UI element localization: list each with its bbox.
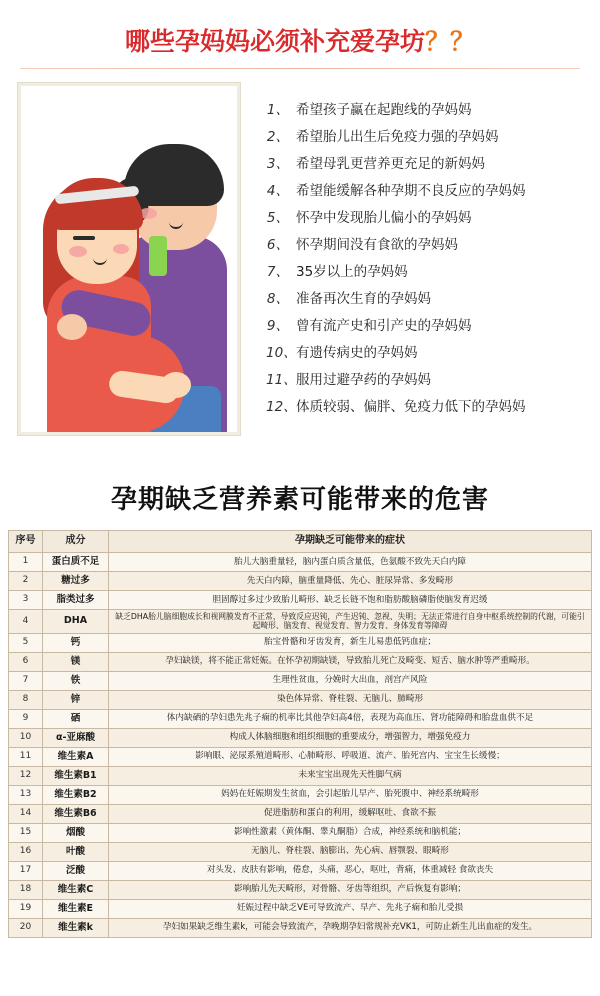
harm-table-wrapper <box>0 530 600 948</box>
cell-symptoms: 未来宝宝出现先天性脚气病 <box>109 766 592 785</box>
cell-component: 钙 <box>43 633 109 652</box>
cell-index: 2 <box>9 572 43 591</box>
reasons-ordered-list <box>266 97 588 421</box>
table-row <box>9 842 592 861</box>
list-item-label: 希望能缓解各种孕期不良反应的孕妈妈 <box>296 183 526 199</box>
cell-symptoms: 影响性激素（黄体酮、睾丸酮脂）合成，神经系统和脑机能； <box>109 823 592 842</box>
table-row <box>9 861 592 880</box>
cell-symptoms: 缺乏DHA胎儿脑细胞成长和视网膜发育不正常，导致反应迟钝，产生迟钝、忽视、失明；无法正常进行自身中枢系统控制的代谢，可能引起畸形、脑发育、视觉发育、智力发育、身体发育等障碍 <box>109 610 592 634</box>
woman-hand-shape <box>161 372 191 398</box>
list-item-label: 怀孕中发现胎儿偏小的孕妈妈 <box>296 210 472 226</box>
list-item-label: 准备再次生育的孕妈妈 <box>296 291 431 307</box>
table-row <box>9 785 592 804</box>
cell-index: 19 <box>9 899 43 918</box>
cell-symptoms: 无脑儿、脊柱裂、脑膨出、先心病、唇颚裂、眼畸形 <box>109 842 592 861</box>
man-eye-shape <box>161 202 185 206</box>
table-row <box>9 553 592 572</box>
cell-component: 硒 <box>43 709 109 728</box>
section-title-harms: 孕期缺乏营养素可能带来的危害 <box>110 485 489 515</box>
cell-symptoms: 孕妇缺镁，将不能正常妊娠。在怀孕初期缺镁，导致胎儿死亡及畸变、短舌、脑水肿等严重畸形。 <box>109 652 592 671</box>
cell-component: 蛋白质不足 <box>43 553 109 572</box>
page-title <box>0 0 600 68</box>
column-header-index: 序号 <box>9 531 43 553</box>
list-item-number: 12、 <box>266 399 297 415</box>
cell-component: 叶酸 <box>43 842 109 861</box>
cell-component: 维生素C <box>43 880 109 899</box>
cell-symptoms: 促进脂肪和蛋白的利用，缓解呕吐、食欲不振 <box>109 804 592 823</box>
column-header-component: 成分 <box>43 531 109 553</box>
table-row <box>9 572 592 591</box>
list-item-number: 9、 <box>266 318 289 334</box>
cell-component: 维生素A <box>43 747 109 766</box>
cell-index: 18 <box>9 880 43 899</box>
list-item <box>266 151 588 178</box>
cell-component: 镁 <box>43 652 109 671</box>
cell-symptoms: 胎宝骨骼和牙齿发育，新生儿易患低钙血症； <box>109 633 592 652</box>
list-item <box>266 286 588 313</box>
cell-index: 6 <box>9 652 43 671</box>
list-item-label: 有遗传病史的孕妈妈 <box>296 345 418 361</box>
cell-component: 糖过多 <box>43 572 109 591</box>
harm-table <box>8 530 592 938</box>
cell-index: 5 <box>9 633 43 652</box>
table-row <box>9 728 592 747</box>
table-row <box>9 823 592 842</box>
cell-component: 烟酸 <box>43 823 109 842</box>
list-item-label: 希望胎儿出生后免疫力强的孕妈妈 <box>296 129 499 145</box>
cell-component: 铁 <box>43 671 109 690</box>
list-item <box>266 340 588 367</box>
cell-symptoms: 先天白内障，脑重量降低、先心、脏尿异常、多发畸形 <box>109 572 592 591</box>
list-item-number: 11、 <box>266 372 297 388</box>
cell-symptoms: 胎儿大脑重量轻，脑内蛋白质含量低，色氨酸不致先天白内障 <box>109 553 592 572</box>
cell-symptoms: 体内缺硒的孕妇患先兆子痫的机率比其他孕妇高4倍，表现为高血压、肾功能障碍和胎盘血供不足 <box>109 709 592 728</box>
cell-index: 13 <box>9 785 43 804</box>
list-item <box>266 97 588 124</box>
cell-index: 11 <box>9 747 43 766</box>
cell-index: 20 <box>9 918 43 937</box>
cell-component: 维生素B1 <box>43 766 109 785</box>
title-divider <box>20 68 580 69</box>
page-title-text: 哪些孕妈妈必须补充爱孕坊 <box>124 27 425 56</box>
list-item-label: 体质较弱、偏胖、免疫力低下的孕妈妈 <box>296 399 526 415</box>
harm-table-body <box>9 553 592 938</box>
table-row <box>9 610 592 634</box>
column-header-symptoms: 孕期缺乏可能带来的症状 <box>109 531 592 553</box>
woman-cheek-left-shape <box>69 246 87 257</box>
table-row <box>9 747 592 766</box>
list-item-label: 希望母乳更营养更充足的新妈妈 <box>296 156 485 172</box>
cell-index: 7 <box>9 671 43 690</box>
list-item-number: 4、 <box>266 183 289 199</box>
page-title-question-marks: ？？ <box>425 27 476 56</box>
table-row <box>9 633 592 652</box>
cell-component: α-亚麻酸 <box>43 728 109 747</box>
cell-component: 维生素B6 <box>43 804 109 823</box>
cell-index: 17 <box>9 861 43 880</box>
list-item <box>266 259 588 286</box>
list-item-label: 服用过避孕药的孕妈妈 <box>296 372 431 388</box>
list-item <box>266 124 588 151</box>
hero-section <box>0 69 600 461</box>
table-row <box>9 899 592 918</box>
man-hand-shape <box>57 314 87 340</box>
list-item-label: 曾有流产史和引产史的孕妈妈 <box>296 318 472 334</box>
list-item <box>266 313 588 340</box>
list-item-number: 7、 <box>266 264 289 280</box>
list-item-number: 3、 <box>266 156 289 172</box>
cell-component: DHA <box>43 610 109 634</box>
woman-eye-shape <box>73 236 95 240</box>
table-row <box>9 709 592 728</box>
cell-symptoms: 构成人体脑细胞和组织细胞的重要成分，增强智力，增强免疫力 <box>109 728 592 747</box>
list-item-number: 10、 <box>266 345 297 361</box>
list-item-number: 2、 <box>266 129 289 145</box>
cell-index: 9 <box>9 709 43 728</box>
cell-symptoms: 染色体异常、脊柱裂、无脑儿、肺畸形 <box>109 690 592 709</box>
table-row <box>9 804 592 823</box>
cell-symptoms: 影响眼、泌尿系殖道畸形、心肺畸形、呼吸道、流产、胎死宫内、宝宝生长缓慢； <box>109 747 592 766</box>
list-item-label: 希望孩子赢在起跑线的孕妈妈 <box>296 102 472 118</box>
cell-component: 维生素E <box>43 899 109 918</box>
list-item <box>266 367 588 394</box>
list-item-number: 5、 <box>266 210 289 226</box>
table-row <box>9 591 592 610</box>
list-item-number: 8、 <box>266 291 289 307</box>
table-header-row <box>9 531 592 553</box>
cell-symptoms: 妊娠过程中缺乏VE可导致流产、早产、先兆子痫和胎儿受损 <box>109 899 592 918</box>
cell-index: 15 <box>9 823 43 842</box>
harm-table-head <box>9 531 592 553</box>
cell-index: 4 <box>9 610 43 634</box>
list-item-label: 怀孕期间没有食欲的孕妈妈 <box>296 237 458 253</box>
couple-illustration <box>18 83 240 435</box>
table-row <box>9 690 592 709</box>
cell-index: 1 <box>9 553 43 572</box>
table-row <box>9 766 592 785</box>
cell-component: 维生素B2 <box>43 785 109 804</box>
cell-component: 脂类过多 <box>43 591 109 610</box>
list-item-number: 1、 <box>266 102 289 118</box>
man-collar-shape <box>149 236 167 276</box>
cell-component: 泛酸 <box>43 861 109 880</box>
cell-index: 12 <box>9 766 43 785</box>
reasons-list <box>240 83 588 421</box>
list-item-number: 6、 <box>266 237 289 253</box>
cell-symptoms: 胆固醇过多过少致胎儿畸形、缺乏长链不饱和脂肪酸脑磷脂使脑发育迟缓 <box>109 591 592 610</box>
cell-index: 14 <box>9 804 43 823</box>
cell-component: 维生素k <box>43 918 109 937</box>
cell-index: 3 <box>9 591 43 610</box>
list-item <box>266 178 588 205</box>
cell-symptoms: 对头发、皮肤有影响，倦怠，头痛，恶心，呕吐，背痛，体重减轻 食欲丧失 <box>109 861 592 880</box>
cell-index: 10 <box>9 728 43 747</box>
cell-symptoms: 生理性贫血，分娩时大出血，剖宫产风险 <box>109 671 592 690</box>
cell-index: 8 <box>9 690 43 709</box>
cell-symptoms: 妈妈在妊娠期发生贫血，会引起胎儿早产、胎死腹中、神经系统畸形 <box>109 785 592 804</box>
cell-component: 锌 <box>43 690 109 709</box>
list-item <box>266 394 588 421</box>
list-item-label: 35岁以上的孕妈妈 <box>296 264 408 280</box>
cell-symptoms: 孕妇如果缺乏维生素k，可能会导致流产，孕晚期孕妇常规补充VK1，可防止新生儿出血症的发生。 <box>109 918 592 937</box>
table-row <box>9 918 592 937</box>
table-row <box>9 880 592 899</box>
woman-cheek-right-shape <box>113 244 129 254</box>
cell-index: 16 <box>9 842 43 861</box>
list-item <box>266 205 588 232</box>
table-row <box>9 652 592 671</box>
list-item <box>266 232 588 259</box>
cell-symptoms: 影响胎儿先天畸形，对骨骼、牙齿等组织，产后恢复有影响； <box>109 880 592 899</box>
table-row <box>9 671 592 690</box>
